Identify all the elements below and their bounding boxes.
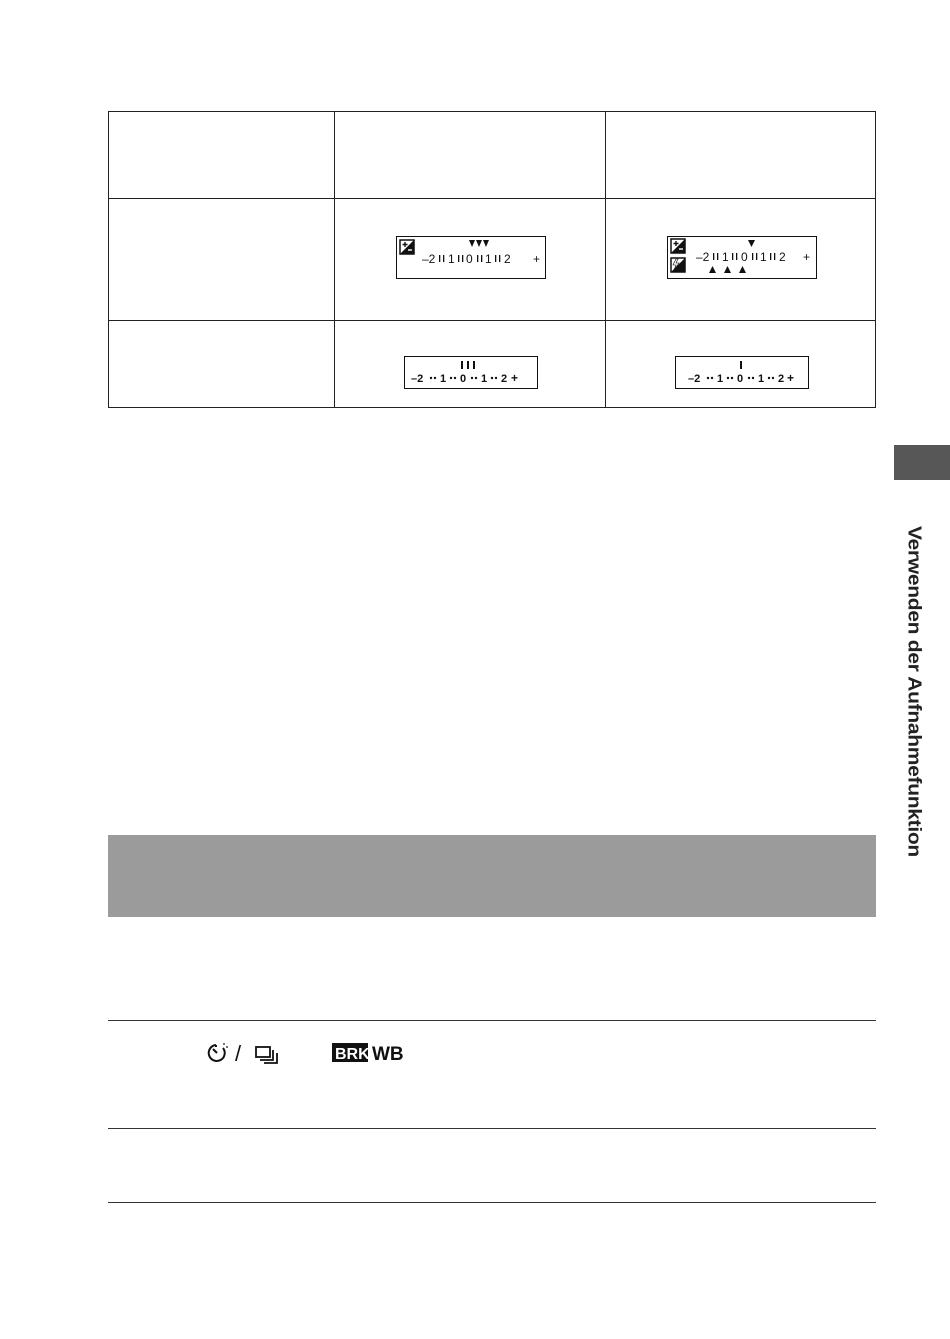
scale-label: + (533, 252, 541, 266)
exposure-compensation-icon (671, 239, 685, 253)
scale-label: 1 (448, 252, 455, 266)
exposure-meter-display (396, 236, 546, 279)
bottom-markers (709, 266, 746, 273)
section-divider (108, 1202, 876, 1203)
scale-label: –2 (422, 252, 436, 266)
scale-label: 1 (440, 373, 447, 385)
scale-label: 1 (722, 250, 729, 264)
brk-label: BRK (335, 1046, 370, 1063)
exposure-compensation-icon (400, 240, 414, 254)
top-marker (748, 240, 755, 247)
section-divider (108, 1128, 876, 1129)
scale-label: 2 (504, 252, 511, 266)
flash-compensation-icon (671, 258, 685, 272)
scale-label: 0 (737, 373, 744, 385)
exposure-flash-meter-display (667, 236, 817, 279)
bracket-bar (740, 361, 742, 369)
scale-label: 2 (501, 373, 508, 385)
top-markers (469, 240, 489, 247)
scale-label: –2 (411, 373, 424, 385)
meter-scale (422, 252, 540, 266)
drive-mode-icons (206, 1040, 416, 1066)
scale-label: + (787, 371, 795, 385)
bracket-meter-display (404, 356, 538, 389)
bracket-bars (461, 361, 475, 369)
scale-label: 2 (779, 250, 786, 264)
table-divider (109, 320, 875, 321)
scale-label: 0 (460, 373, 467, 385)
scale-label: + (511, 371, 519, 385)
scale-label: 1 (717, 373, 724, 385)
scale-label: 1 (481, 373, 488, 385)
icon-separator: / (235, 1041, 242, 1066)
scale-label: 0 (741, 250, 748, 264)
continuous-shooting-icon (256, 1047, 277, 1063)
scale-label: –2 (696, 250, 710, 264)
bracket-meter-display (675, 356, 809, 389)
scale-label: 2 (778, 373, 785, 385)
meter-scale (411, 371, 518, 385)
table-divider (334, 112, 335, 407)
scale-label: + (803, 250, 811, 264)
wb-label: WB (372, 1044, 404, 1065)
table-divider (109, 198, 875, 199)
table-divider (605, 112, 606, 407)
scale-label: 1 (485, 252, 492, 266)
scale-label: –2 (688, 373, 701, 385)
chapter-tab-label: Verwenden der Aufnahmefunktion (903, 526, 925, 857)
section-divider (108, 1020, 876, 1021)
scale-label: 1 (758, 373, 765, 385)
meter-scale (696, 250, 810, 264)
self-timer-icon (209, 1043, 228, 1061)
scale-label: 0 (466, 252, 473, 266)
bracketing-table (108, 111, 876, 408)
section-heading-band (108, 835, 876, 917)
meter-scale (688, 371, 794, 385)
scale-label: 1 (760, 250, 767, 264)
chapter-tab-marker (894, 445, 950, 480)
